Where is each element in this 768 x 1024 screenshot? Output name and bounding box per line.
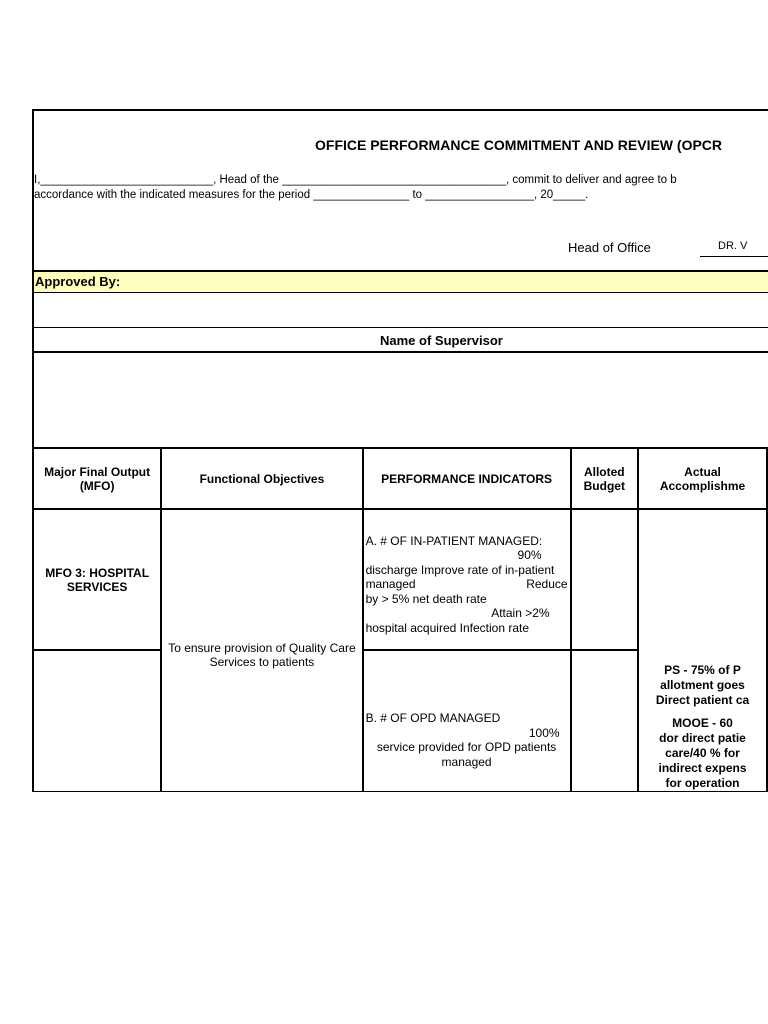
- actual-line: care/40 % for: [665, 745, 740, 760]
- actual-line: for operation: [665, 775, 740, 790]
- indicator-a-line: by > 5% net death rate: [365, 591, 487, 606]
- budget-cell: [571, 509, 638, 650]
- indicator-a-title: A. # OF IN-PATIENT MANAGED:: [365, 533, 543, 548]
- indicator-b-line: 100%: [528, 725, 560, 740]
- indicator-b-line: managed: [441, 754, 492, 769]
- header-indicators: PERFORMANCE INDICATORS: [363, 448, 571, 509]
- indicator-b-cell: [363, 650, 571, 792]
- divider: [34, 351, 768, 353]
- indicator-a-text: Reduce: [526, 577, 568, 592]
- indicator-a-line: discharge Improve rate of in-patient: [365, 562, 555, 577]
- header-actual: Actual Accomplishme: [638, 448, 767, 509]
- approved-by-label: Approved By:: [35, 274, 121, 289]
- indicator-a-line: Attain >2%: [491, 606, 550, 621]
- actual-cell: [638, 509, 767, 792]
- mfo-3-cell: MFO 3: HOSPITAL SERVICES: [33, 509, 161, 650]
- opcr-form: [32, 109, 768, 792]
- actual-line: dor direct patie: [659, 730, 746, 745]
- objective-text: To ensure provision of Quality Care Services to patients: [168, 640, 356, 669]
- form-title: OFFICE PERFORMANCE COMMITMENT AND REVIEW (OPCR: [315, 137, 723, 153]
- actual-line: Direct patient ca: [655, 692, 750, 707]
- performance-table: [32, 447, 768, 792]
- commitment-line-1: I,___________________________, Head of the ___________________________________, commit to deliver and agree to b: [34, 174, 677, 186]
- indicator-b-line: service provided for OPD patients: [376, 740, 557, 754]
- indicator-a-text: managed: [365, 577, 416, 592]
- actual-line: PS - 75% of P: [664, 662, 741, 677]
- actual-line: allotment goes: [660, 677, 745, 692]
- indicator-a-cell: [363, 509, 571, 650]
- spacer: [641, 511, 764, 663]
- table-row: [33, 509, 767, 650]
- head-of-office-label: Head of Office: [568, 240, 651, 255]
- actual-line: indirect expens: [658, 760, 747, 775]
- table-header-row: [33, 448, 767, 509]
- divider: [34, 327, 768, 328]
- indicator-b-title: B. # OF OPD MANAGED: [365, 711, 501, 725]
- spacer: [641, 708, 764, 716]
- header-objectives: Functional Objectives: [161, 448, 362, 509]
- objective-cell: [161, 509, 362, 792]
- commitment-line-2: accordance with the indicated measures for the period _______________ to _________________, 20_____.: [34, 189, 589, 201]
- indicator-a-line: 90%: [517, 548, 542, 563]
- indicator-a-line: [366, 577, 568, 592]
- header-mfo: Major Final Output (MFO): [33, 448, 161, 509]
- header-budget: Alloted Budget: [571, 448, 638, 509]
- actual-line: MOOE - 60: [672, 715, 733, 730]
- indicator-a-line: hospital acquired Infection rate: [365, 620, 529, 635]
- mfo-empty-cell: [33, 650, 161, 792]
- approved-by-row: [34, 270, 768, 293]
- budget-cell: [571, 650, 638, 792]
- supervisor-label: Name of Supervisor: [380, 333, 503, 348]
- head-of-office-name: DR. V: [700, 240, 768, 257]
